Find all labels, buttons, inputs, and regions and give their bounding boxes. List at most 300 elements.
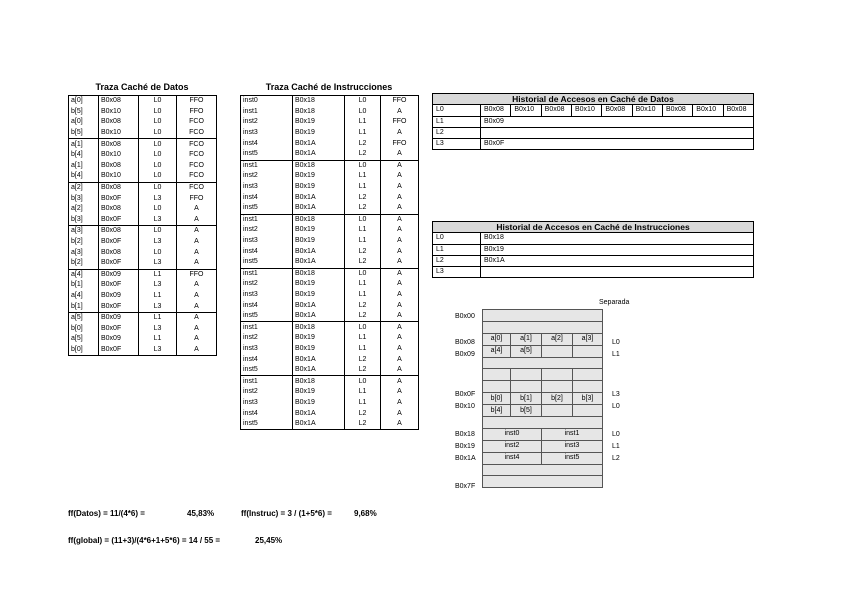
trace-row bbox=[69, 280, 217, 291]
trace-result: A bbox=[381, 171, 419, 182]
history-line-value: B0x09 bbox=[481, 116, 754, 127]
trace-item: a[0] bbox=[69, 96, 99, 107]
trace-line: L0 bbox=[139, 182, 177, 193]
trace-line: L1 bbox=[139, 334, 177, 345]
trace-item: b[1] bbox=[69, 280, 99, 291]
trace-line: L3 bbox=[139, 301, 177, 312]
trace-line: L3 bbox=[139, 280, 177, 291]
trace-block: B0x0F bbox=[99, 280, 139, 291]
trace-row bbox=[241, 333, 419, 344]
history-line-label: L2 bbox=[433, 255, 481, 266]
separada-label: Separada bbox=[599, 299, 630, 306]
trace-line: L0 bbox=[345, 96, 381, 107]
mem-cell: b[1] bbox=[511, 393, 542, 405]
trace-line: L0 bbox=[345, 268, 381, 279]
ff-global-value: 25,45% bbox=[255, 536, 283, 545]
trace-item: inst4 bbox=[241, 408, 293, 419]
history-line-label: L1 bbox=[433, 244, 481, 255]
trace-result: A bbox=[381, 290, 419, 301]
trace-line: L2 bbox=[345, 365, 381, 376]
trace-row bbox=[241, 408, 419, 419]
trace-line: L0 bbox=[139, 107, 177, 118]
trace-item: inst3 bbox=[241, 236, 293, 247]
trace-row bbox=[241, 354, 419, 365]
trace-line: L1 bbox=[345, 387, 381, 398]
trace-row bbox=[69, 128, 217, 139]
trace-block: B0x19 bbox=[293, 387, 345, 398]
trace-row bbox=[241, 300, 419, 311]
trace-block: B0x08 bbox=[99, 226, 139, 237]
line-label: L0 bbox=[612, 431, 620, 438]
trace-block: B0x19 bbox=[293, 279, 345, 290]
trace-result: A bbox=[381, 182, 419, 193]
ff-datos-formula: ff(Datos) = 11/(4*6) = bbox=[68, 509, 145, 518]
trace-row bbox=[241, 203, 419, 214]
trace-line: L3 bbox=[139, 258, 177, 269]
trace-row bbox=[241, 387, 419, 398]
trace-result: A bbox=[177, 226, 217, 237]
trace-item: inst0 bbox=[241, 96, 293, 107]
trace-row bbox=[69, 107, 217, 118]
history-access: B0x10 bbox=[632, 105, 662, 116]
trace-row bbox=[241, 149, 419, 160]
trace-result: A bbox=[381, 365, 419, 376]
trace-line: L2 bbox=[345, 203, 381, 214]
trace-block: B0x18 bbox=[293, 322, 345, 333]
trace-result: A bbox=[177, 312, 217, 323]
trace-row bbox=[241, 257, 419, 268]
trace-line: L0 bbox=[139, 96, 177, 107]
trace-item: inst5 bbox=[241, 149, 293, 160]
trace-block: B0x1A bbox=[293, 257, 345, 268]
ff-global-formula: ff(global) = (11+3)/(4*6+1+5*6) = 14 / 55 = bbox=[68, 536, 221, 545]
trace-block: B0x19 bbox=[293, 236, 345, 247]
trace-result: A bbox=[381, 236, 419, 247]
trace-line: L0 bbox=[139, 117, 177, 128]
trace-line: L0 bbox=[139, 171, 177, 182]
trace-item: inst3 bbox=[241, 344, 293, 355]
trace-item: b[4] bbox=[69, 150, 99, 161]
trace-item: inst1 bbox=[241, 160, 293, 171]
trace-item: inst1 bbox=[241, 376, 293, 387]
trace-block: B0x1A bbox=[293, 408, 345, 419]
trace-line: L2 bbox=[345, 300, 381, 311]
mem-cell bbox=[542, 381, 573, 393]
trace-item: b[0] bbox=[69, 345, 99, 356]
addr-label: B0x19 bbox=[455, 443, 475, 450]
trace-block: B0x08 bbox=[99, 161, 139, 172]
trace-line: L0 bbox=[139, 204, 177, 215]
trace-item: inst2 bbox=[241, 171, 293, 182]
trace-line: L1 bbox=[139, 291, 177, 302]
trace-item: inst5 bbox=[241, 365, 293, 376]
data-trace-title: Traza Caché de Datos bbox=[95, 82, 189, 92]
trace-result: A bbox=[381, 246, 419, 257]
addr-label: B0x0F bbox=[455, 391, 476, 398]
trace-result: A bbox=[177, 334, 217, 345]
trace-row bbox=[69, 215, 217, 226]
trace-item: b[0] bbox=[69, 323, 99, 334]
trace-result: A bbox=[381, 225, 419, 236]
trace-line: L2 bbox=[345, 354, 381, 365]
trace-result: FCO bbox=[177, 128, 217, 139]
trace-result: FCO bbox=[177, 171, 217, 182]
history-line-label: L1 bbox=[433, 116, 481, 127]
ff-instr-value: 9,68% bbox=[354, 509, 377, 518]
trace-line: L2 bbox=[345, 408, 381, 419]
trace-result: A bbox=[177, 280, 217, 291]
trace-block: B0x1A bbox=[293, 203, 345, 214]
mem-block bbox=[483, 476, 603, 488]
trace-row bbox=[69, 117, 217, 128]
trace-row bbox=[69, 193, 217, 204]
mem-block bbox=[483, 310, 603, 322]
trace-result: A bbox=[381, 279, 419, 290]
trace-item: b[3] bbox=[69, 193, 99, 204]
history-line-label: L2 bbox=[433, 127, 481, 138]
mem-cell bbox=[511, 381, 542, 393]
trace-line: L2 bbox=[345, 246, 381, 257]
history-line-value: B0x0F bbox=[481, 139, 754, 150]
history-access: B0x10 bbox=[693, 105, 723, 116]
trace-result: A bbox=[177, 345, 217, 356]
history-line-value: B0x19 bbox=[481, 244, 754, 255]
trace-item: inst2 bbox=[241, 279, 293, 290]
trace-row bbox=[69, 96, 217, 107]
trace-result: FFO bbox=[381, 138, 419, 149]
mem-cell: inst2 bbox=[483, 440, 542, 452]
mem-cell: a[5] bbox=[511, 345, 542, 357]
trace-row bbox=[241, 107, 419, 118]
trace-line: L2 bbox=[345, 149, 381, 160]
addr-label: B0x09 bbox=[455, 351, 475, 358]
trace-line: L1 bbox=[139, 312, 177, 323]
trace-result: FCO bbox=[177, 150, 217, 161]
trace-row bbox=[241, 182, 419, 193]
trace-row bbox=[69, 269, 217, 280]
trace-block: B0x1A bbox=[293, 300, 345, 311]
trace-block: B0x08 bbox=[99, 247, 139, 258]
trace-item: inst2 bbox=[241, 387, 293, 398]
trace-block: B0x19 bbox=[293, 398, 345, 409]
mem-cell: inst0 bbox=[483, 428, 542, 440]
trace-block: B0x0F bbox=[99, 258, 139, 269]
trace-block: B0x19 bbox=[293, 333, 345, 344]
trace-result: FFO bbox=[177, 96, 217, 107]
trace-item: a[1] bbox=[69, 139, 99, 150]
trace-item: inst1 bbox=[241, 322, 293, 333]
trace-line: L2 bbox=[345, 419, 381, 430]
trace-item: inst4 bbox=[241, 192, 293, 203]
trace-block: B0x18 bbox=[293, 268, 345, 279]
history-line-value: B0x1A bbox=[481, 255, 754, 266]
trace-row bbox=[69, 161, 217, 172]
trace-line: L0 bbox=[345, 160, 381, 171]
trace-row bbox=[241, 376, 419, 387]
trace-block: B0x08 bbox=[99, 117, 139, 128]
history-access: B0x10 bbox=[511, 105, 541, 116]
trace-result: A bbox=[177, 215, 217, 226]
trace-result: A bbox=[177, 258, 217, 269]
trace-row bbox=[69, 226, 217, 237]
trace-row bbox=[241, 344, 419, 355]
trace-block: B0x1A bbox=[293, 138, 345, 149]
history-access: B0x08 bbox=[541, 105, 571, 116]
addr-label: B0x1A bbox=[455, 455, 476, 462]
trace-result: A bbox=[381, 398, 419, 409]
trace-row bbox=[241, 192, 419, 203]
trace-line: L1 bbox=[345, 171, 381, 182]
trace-line: L0 bbox=[139, 128, 177, 139]
trace-line: L1 bbox=[345, 225, 381, 236]
trace-block: B0x10 bbox=[99, 107, 139, 118]
trace-row bbox=[69, 291, 217, 302]
trace-block: B0x10 bbox=[99, 150, 139, 161]
mem-cell: a[4] bbox=[483, 345, 511, 357]
trace-result: A bbox=[381, 354, 419, 365]
trace-result: A bbox=[381, 257, 419, 268]
trace-row bbox=[241, 322, 419, 333]
trace-item: inst3 bbox=[241, 398, 293, 409]
trace-block: B0x10 bbox=[99, 171, 139, 182]
trace-row bbox=[241, 236, 419, 247]
trace-block: B0x09 bbox=[99, 269, 139, 280]
trace-block: B0x0F bbox=[99, 237, 139, 248]
mem-cell: inst1 bbox=[542, 428, 603, 440]
mem-block bbox=[483, 464, 603, 476]
trace-result: FCO bbox=[177, 182, 217, 193]
mem-cell: a[2] bbox=[542, 333, 573, 345]
mem-cell bbox=[483, 381, 511, 393]
trace-result: A bbox=[381, 322, 419, 333]
mem-cell: inst3 bbox=[542, 440, 603, 452]
trace-result: A bbox=[381, 387, 419, 398]
trace-block: B0x1A bbox=[293, 419, 345, 430]
line-label: L2 bbox=[612, 455, 620, 462]
trace-item: a[4] bbox=[69, 269, 99, 280]
trace-row bbox=[241, 246, 419, 257]
history-line-value bbox=[481, 127, 754, 138]
addr-label: B0x00 bbox=[455, 313, 475, 320]
mem-block bbox=[483, 321, 603, 333]
trace-item: a[0] bbox=[69, 117, 99, 128]
trace-item: a[3] bbox=[69, 247, 99, 258]
trace-row bbox=[241, 96, 419, 107]
mem-cell bbox=[542, 369, 573, 381]
trace-result: A bbox=[381, 268, 419, 279]
trace-row bbox=[69, 301, 217, 312]
instr-access-history bbox=[432, 221, 754, 278]
trace-item: inst4 bbox=[241, 354, 293, 365]
trace-result: A bbox=[177, 237, 217, 248]
trace-result: FFO bbox=[177, 107, 217, 118]
trace-result: A bbox=[177, 247, 217, 258]
trace-row bbox=[241, 171, 419, 182]
trace-row bbox=[69, 258, 217, 269]
mem-cell: b[5] bbox=[511, 405, 542, 417]
addr-label: B0x18 bbox=[455, 431, 475, 438]
trace-line: L2 bbox=[345, 311, 381, 322]
trace-block: B0x08 bbox=[99, 96, 139, 107]
trace-item: a[2] bbox=[69, 182, 99, 193]
trace-line: L0 bbox=[139, 247, 177, 258]
trace-item: a[5] bbox=[69, 334, 99, 345]
trace-line: L3 bbox=[139, 237, 177, 248]
mem-block bbox=[483, 357, 603, 369]
trace-result: A bbox=[177, 204, 217, 215]
trace-row bbox=[241, 279, 419, 290]
trace-result: A bbox=[381, 376, 419, 387]
trace-row bbox=[241, 268, 419, 279]
trace-item: inst5 bbox=[241, 419, 293, 430]
trace-block: B0x19 bbox=[293, 171, 345, 182]
trace-block: B0x1A bbox=[293, 246, 345, 257]
trace-line: L1 bbox=[345, 290, 381, 301]
trace-line: L3 bbox=[139, 215, 177, 226]
mem-cell: b[4] bbox=[483, 405, 511, 417]
trace-result: A bbox=[381, 419, 419, 430]
line-label: L0 bbox=[612, 403, 620, 410]
trace-item: inst3 bbox=[241, 182, 293, 193]
trace-row bbox=[69, 150, 217, 161]
trace-row bbox=[241, 160, 419, 171]
ff-datos-value: 45,83% bbox=[187, 509, 215, 518]
trace-result: A bbox=[381, 311, 419, 322]
history-line-value: B0x18 bbox=[481, 233, 754, 244]
trace-result: A bbox=[381, 107, 419, 118]
trace-row bbox=[69, 312, 217, 323]
trace-item: a[1] bbox=[69, 161, 99, 172]
trace-line: L0 bbox=[345, 107, 381, 118]
trace-row bbox=[241, 214, 419, 225]
line-label: L0 bbox=[612, 339, 620, 346]
trace-row bbox=[241, 128, 419, 139]
line-label: L1 bbox=[612, 443, 620, 450]
trace-result: FCO bbox=[177, 117, 217, 128]
trace-block: B0x1A bbox=[293, 354, 345, 365]
trace-line: L2 bbox=[345, 138, 381, 149]
trace-row bbox=[241, 311, 419, 322]
trace-row bbox=[69, 237, 217, 248]
mem-cell: a[1] bbox=[511, 333, 542, 345]
trace-row bbox=[69, 334, 217, 345]
trace-result: A bbox=[381, 149, 419, 160]
trace-item: inst4 bbox=[241, 300, 293, 311]
trace-item: b[5] bbox=[69, 128, 99, 139]
trace-block: B0x18 bbox=[293, 160, 345, 171]
trace-line: L3 bbox=[139, 345, 177, 356]
trace-block: B0x19 bbox=[293, 182, 345, 193]
trace-row bbox=[241, 398, 419, 409]
mem-cell: b[0] bbox=[483, 393, 511, 405]
trace-result: FFO bbox=[177, 269, 217, 280]
trace-block: B0x1A bbox=[293, 311, 345, 322]
trace-item: inst1 bbox=[241, 268, 293, 279]
trace-item: inst3 bbox=[241, 290, 293, 301]
trace-line: L1 bbox=[139, 269, 177, 280]
data-access-history bbox=[432, 93, 754, 150]
trace-result: A bbox=[381, 192, 419, 203]
mem-cell: b[3] bbox=[573, 393, 603, 405]
trace-line: L0 bbox=[139, 150, 177, 161]
trace-line: L1 bbox=[345, 236, 381, 247]
trace-result: A bbox=[381, 214, 419, 225]
mem-block bbox=[483, 417, 603, 429]
trace-result: FFO bbox=[177, 193, 217, 204]
history-access: B0x08 bbox=[662, 105, 692, 116]
trace-block: B0x18 bbox=[293, 107, 345, 118]
trace-block: B0x1A bbox=[293, 149, 345, 160]
trace-row bbox=[69, 247, 217, 258]
trace-block: B0x09 bbox=[99, 312, 139, 323]
trace-result: A bbox=[381, 333, 419, 344]
trace-line: L2 bbox=[345, 192, 381, 203]
trace-row bbox=[241, 138, 419, 149]
trace-row bbox=[69, 323, 217, 334]
trace-result: A bbox=[381, 300, 419, 311]
trace-line: L1 bbox=[345, 333, 381, 344]
history-line-label: L3 bbox=[433, 139, 481, 150]
trace-line: L1 bbox=[345, 279, 381, 290]
mem-cell bbox=[573, 369, 603, 381]
history-access: B0x10 bbox=[571, 105, 601, 116]
trace-item: b[3] bbox=[69, 215, 99, 226]
trace-row bbox=[241, 290, 419, 301]
trace-block: B0x0F bbox=[99, 193, 139, 204]
trace-block: B0x0F bbox=[99, 345, 139, 356]
trace-row bbox=[241, 419, 419, 430]
trace-block: B0x09 bbox=[99, 334, 139, 345]
trace-line: L1 bbox=[345, 344, 381, 355]
mem-cell bbox=[511, 369, 542, 381]
trace-line: L0 bbox=[345, 214, 381, 225]
trace-item: inst4 bbox=[241, 138, 293, 149]
trace-block: B0x08 bbox=[99, 182, 139, 193]
trace-line: L1 bbox=[345, 128, 381, 139]
trace-line: L0 bbox=[139, 226, 177, 237]
trace-block: B0x1A bbox=[293, 192, 345, 203]
trace-result: A bbox=[381, 408, 419, 419]
trace-item: inst5 bbox=[241, 257, 293, 268]
trace-block: B0x08 bbox=[99, 139, 139, 150]
trace-block: B0x0F bbox=[99, 301, 139, 312]
trace-item: inst2 bbox=[241, 333, 293, 344]
trace-item: inst4 bbox=[241, 246, 293, 257]
trace-row bbox=[69, 182, 217, 193]
line-label: L1 bbox=[612, 351, 620, 358]
mem-cell bbox=[573, 381, 603, 393]
trace-result: A bbox=[381, 344, 419, 355]
trace-row bbox=[69, 345, 217, 356]
data-trace-table bbox=[68, 95, 217, 356]
trace-result: A bbox=[381, 160, 419, 171]
trace-item: b[2] bbox=[69, 258, 99, 269]
trace-result: A bbox=[381, 128, 419, 139]
trace-block: B0x19 bbox=[293, 117, 345, 128]
mem-cell bbox=[573, 405, 603, 417]
trace-row bbox=[69, 171, 217, 182]
mem-cell: b[2] bbox=[542, 393, 573, 405]
history-line-label: L3 bbox=[433, 267, 481, 278]
trace-line: L0 bbox=[345, 322, 381, 333]
trace-line: L3 bbox=[139, 193, 177, 204]
trace-item: inst1 bbox=[241, 107, 293, 118]
trace-result: FFO bbox=[381, 117, 419, 128]
instr-trace-title: Traza Caché de Instrucciones bbox=[265, 82, 393, 92]
trace-item: a[2] bbox=[69, 204, 99, 215]
trace-item: a[4] bbox=[69, 291, 99, 302]
history-access: B0x08 bbox=[481, 105, 511, 116]
